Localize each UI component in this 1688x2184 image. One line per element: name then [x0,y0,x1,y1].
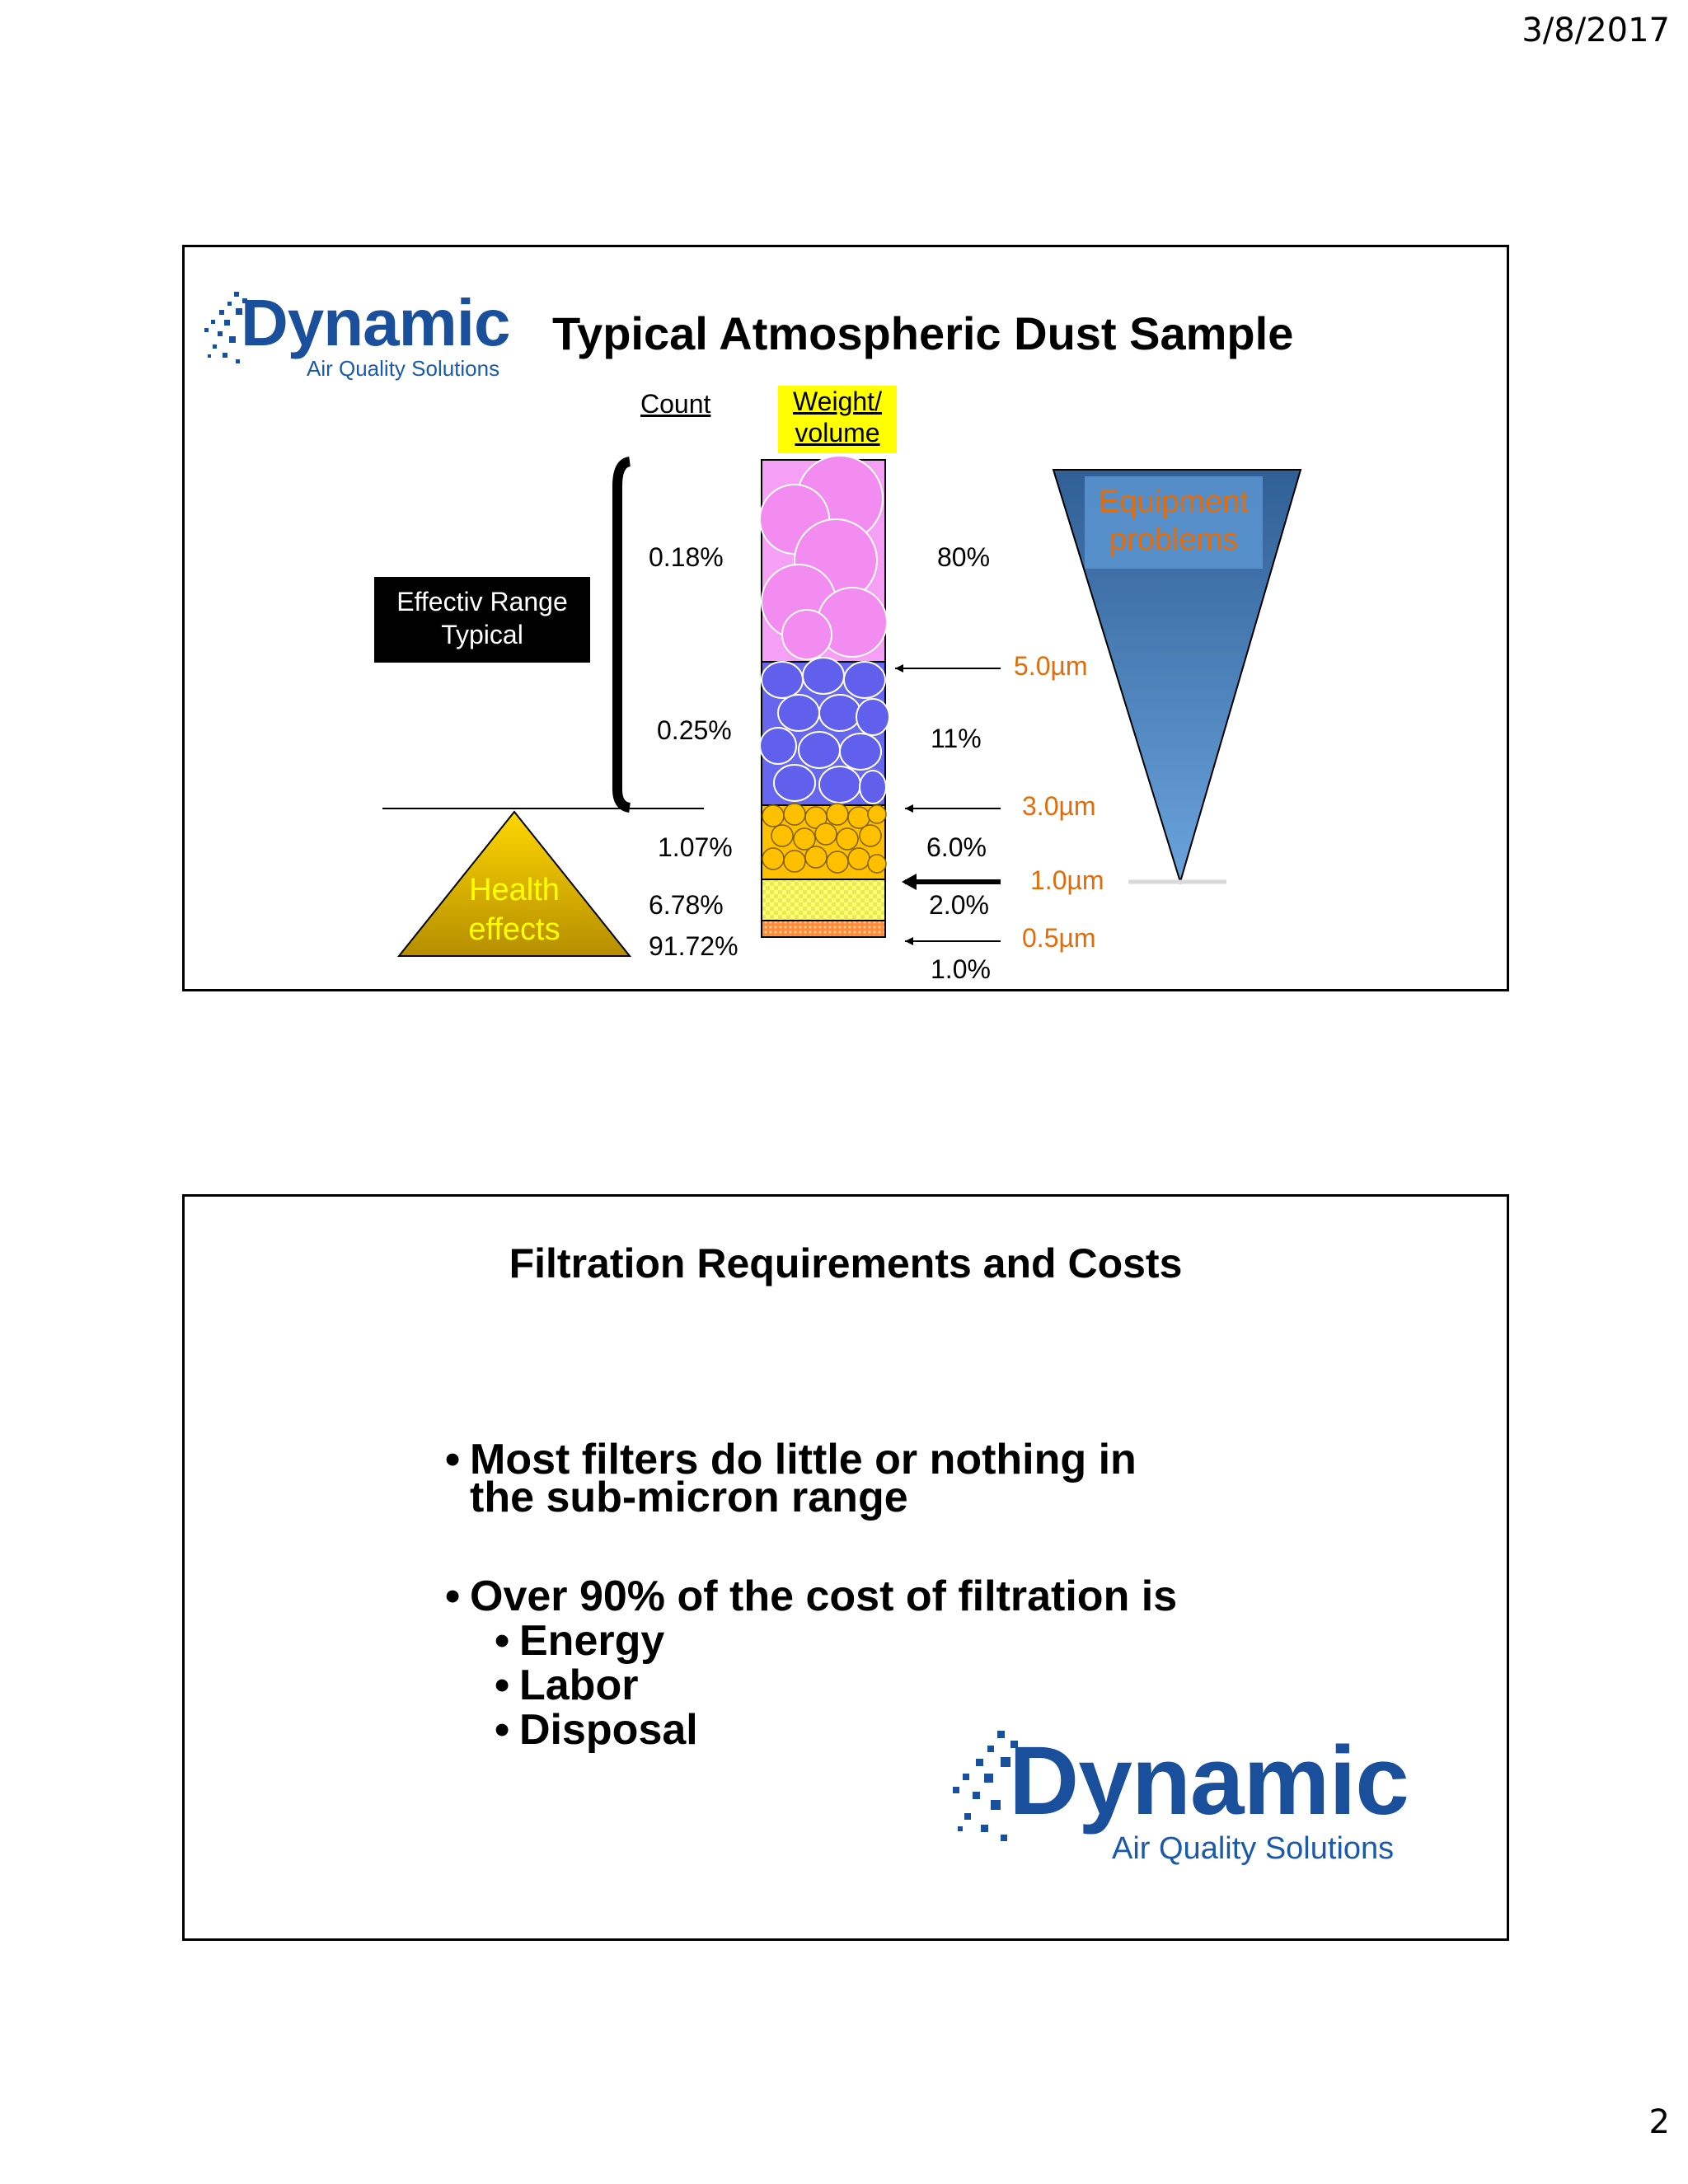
page-date: 3/8/2017 [1522,12,1670,49]
count-header: Count [640,389,711,419]
weight-value: 6.0% [926,832,987,862]
bullet-marker: • [445,1572,461,1620]
slide-title: Typical Atmospheric Dust Sample [552,307,1294,359]
dynamic-logo-large [951,1724,1462,1872]
logo-wordmark: Dynamic [241,286,510,359]
slide-filtration-costs [182,1194,1509,1941]
page-number: 2 [1648,2103,1670,2141]
effective-range-box: Effectiv Range Typical [374,577,590,663]
weight-value: 11% [931,724,982,753]
band-yellow [762,879,885,921]
size-label: 3.0µm [1022,791,1096,821]
sub-bullet-text: Energy [519,1617,665,1665]
sub-bullet-marker: • [495,1706,510,1754]
gold-particles [762,804,886,873]
count-value: 1.07% [658,832,733,862]
logo-subtitle: Air Quality Solutions [307,356,500,381]
size-label: 1.0µm [1030,865,1104,895]
logo-wordmark: Dynamic [1009,1727,1409,1835]
sub-bullet-text: Labor [519,1661,639,1709]
sub-bullet-text: Disposal [519,1706,698,1754]
bullet-text: Over 90% of the cost of filtration is [470,1572,1178,1620]
size-label: 0.5µm [1022,923,1096,953]
slide-dust-sample [182,245,1509,991]
equipment-problems-label: Equipment problems [1099,485,1249,557]
count-value: 91.72% [649,931,738,961]
slide-title: Filtration Requirements and Costs [509,1240,1183,1286]
weight-volume-header: Weight/ volume [778,386,897,453]
size-label: 5.0µm [1014,651,1088,681]
sub-bullet-marker: • [495,1617,510,1665]
count-value: 0.25% [657,715,732,745]
bullet-text: Most filters do little or nothing in the sub-micron range [470,1436,1137,1521]
weight-value: 80% [937,542,991,572]
count-value: 6.78% [649,890,724,920]
bullet-marker: • [445,1436,461,1483]
dust-diagram [185,247,1507,989]
health-effects-label: Health effects [468,873,560,947]
range-bracket [617,462,630,808]
band-orange [762,921,885,937]
logo-subtitle: Air Quality Solutions [1112,1831,1395,1866]
weight-value: 1.0% [931,954,991,984]
count-value: 0.18% [649,542,724,572]
sub-bullet-marker: • [495,1661,510,1709]
weight-value: 2.0% [929,890,989,920]
